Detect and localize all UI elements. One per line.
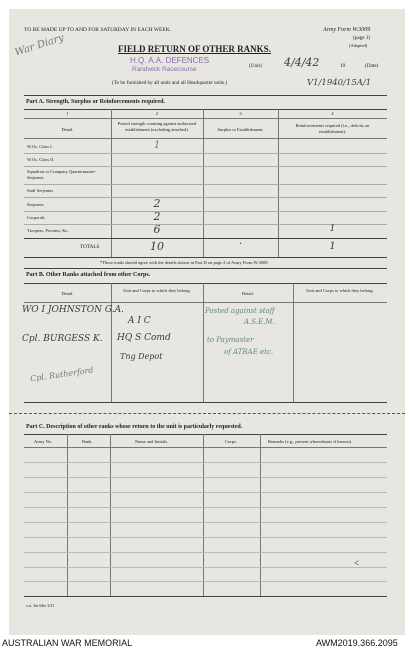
row-detail-privates: Troopers, Privates, &c.: [27, 228, 69, 233]
row-detail-cqms: Squadron or Company Quartermaster-Serjeants: [27, 169, 97, 180]
part-b-entry-2-detail: Cpl. BURGESS K.: [22, 334, 103, 344]
row-detail-serjeants: Serjeants: [27, 202, 44, 207]
col-number-1: 1: [66, 111, 69, 116]
row-detail-corporals: Corporals: [27, 215, 45, 220]
army-form-label: Army Form W.3009: [323, 27, 371, 33]
margin-note: War Diary: [13, 32, 66, 59]
part-c-col-name: Name and Initials.: [135, 439, 169, 444]
part-c-heading: Part C. Description of other ranks whose return to the unit is particularly requested.: [26, 424, 243, 430]
part-b-entry-1-unit: A I C: [128, 316, 151, 326]
adapted-label: (Adapted): [349, 43, 368, 48]
row-posted-serjeants: 2: [153, 197, 161, 210]
unit-stamp-location: Randwick Racecourse: [132, 66, 197, 73]
part-b-right-note-4: of ATRAE etc.: [224, 348, 274, 356]
totals-label: TOTALS: [80, 244, 100, 250]
part-b-col-detail-2: Detail.: [241, 291, 255, 296]
part-c-arrow-mark: <: [354, 558, 360, 568]
row-detail-wo1: W.Os. Class I.: [27, 144, 53, 149]
part-b-col-unit: Unit and Corps to which they belong.: [123, 288, 191, 293]
row-reinf-privates: 1: [329, 224, 336, 234]
footer-institution: AUSTRALIAN WAR MEMORIAL: [2, 638, 133, 648]
col-number-4: 4: [331, 111, 334, 116]
reference-handwritten: V1/1940/15A/1: [307, 78, 372, 88]
row-posted-wo1: 1: [153, 140, 161, 151]
totals-reinf: 1: [329, 241, 336, 252]
row-detail-wo2: W.Os. Class II.: [27, 157, 55, 162]
part-b-right-note-3: to Paymaster: [207, 336, 254, 344]
unit-stamp: H.Q. A.A. DEFENCES: [130, 56, 210, 65]
row-posted-privates: 6: [153, 223, 161, 236]
part-b-entry-1-detail: WO I JOHNSTON G.A.: [22, 305, 124, 315]
date-handwritten: 4/4/42: [284, 56, 320, 69]
date-prefix: 19: [340, 63, 346, 69]
totals-surplus: •: [239, 241, 242, 247]
page-label: (page 1): [353, 35, 371, 41]
part-c-col-rank: Rank.: [82, 439, 93, 444]
footer-accession-number: AWM2019.366.2095: [316, 638, 398, 648]
col-number-3: 3: [239, 111, 242, 116]
totals-note: *These totals should agree with the details shown in Part D on page 2 of Army Form W.3009.: [100, 260, 269, 265]
part-a-heading: Part A. Strength, Surplus or Reinforcements required.: [26, 99, 165, 105]
part-b-heading: Part B. Other Ranks attached from other Corps.: [26, 272, 151, 278]
part-b-right-note-1: Posted against staff: [205, 307, 275, 315]
totals-posted: 10: [150, 240, 164, 253]
part-c-col-remarks: Remarks (e.g., present whereabouts if known).: [268, 439, 353, 444]
date-label: (Date): [365, 63, 379, 69]
part-c-col-corps: Corps.: [225, 439, 237, 444]
row-posted-corporals: 2: [153, 210, 161, 223]
unit-label: (Unit): [249, 63, 262, 69]
col-header-posted: Posted strength counting against authorized establishment (excluding attached).: [117, 121, 197, 132]
furnished-note: (To be furnished by all units and all Headquarter units.): [112, 80, 228, 86]
part-b-col-unit-2: Unit and Corps to which they belong.: [306, 288, 374, 293]
part-b-entry-2-unit: HQ S Comd: [117, 333, 171, 343]
col-header-surplus: Surplus to Establishment.: [217, 127, 264, 132]
part-b-initials: Cpl. Rutherford: [29, 365, 95, 384]
form-title: FIELD RETURN OF OTHER RANKS.: [118, 44, 271, 54]
part-b-entry-3-unit: Tng Depot: [120, 352, 163, 361]
col-header-detail: Detail.: [61, 127, 74, 132]
form-code: s.w. 3m 6&e 3/41: [26, 603, 55, 608]
col-header-reinforcements: Reinforcements required (i.e., deficits on establishment).: [295, 123, 370, 134]
row-detail-staff-sjt: Staff Serjeants: [27, 188, 54, 193]
part-b-col-detail: Detail.: [61, 291, 74, 296]
part-c-col-army-no: Army No.: [34, 439, 53, 444]
col-number-2: 2: [155, 111, 159, 116]
instruction-text: TO BE MADE UP TO AND FOR SATURDAY IN EACH WEEK.: [24, 27, 172, 33]
part-b-right-note-2: A.S.E.M.: [244, 318, 275, 326]
